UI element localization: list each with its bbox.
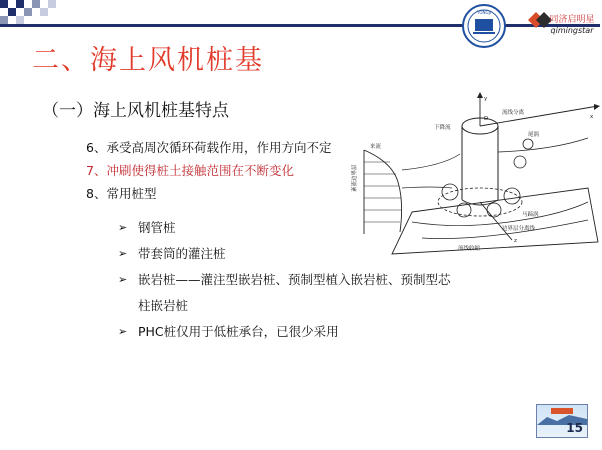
label-incoming-flow: 来流	[370, 144, 382, 150]
pile-type-item-continuation	[118, 293, 558, 319]
feature-item-7: 7、冲刷使得桩土接触范围在不断变化	[86, 163, 294, 178]
slide-subtitle: （一）海上风机桩基特点	[42, 101, 229, 121]
label-axis-y: y	[484, 96, 488, 102]
scour-diagram	[352, 92, 602, 254]
label-horseshoe-vortex: 马蹄涡	[522, 212, 539, 218]
label-axis-x: x	[590, 114, 594, 120]
pile-type-item	[118, 267, 558, 293]
label-flow-separation: 流线分离	[502, 110, 525, 116]
arrow-bullet-icon: ➢	[118, 273, 128, 286]
feature-item-6: 6、承受高周次循环荷载作用，作用方向不定	[86, 140, 332, 155]
checker-pattern-decoration	[0, 0, 60, 24]
label-turbulent-boundary: 紊流边界层	[352, 164, 358, 192]
arrow-bullet-icon: ➢	[118, 247, 128, 260]
feature-item-8: 8、常用桩型	[86, 186, 157, 201]
page-number: 15	[566, 421, 583, 435]
svg-text:TONGJI: TONGJI	[476, 10, 492, 15]
label-boundary-separation: 边界层分离线	[502, 226, 536, 232]
pile-type-label: 嵌岩桩——灌注型嵌岩桩、预制型植入嵌岩桩、预制型芯	[138, 272, 451, 287]
label-axis-d: D	[484, 116, 489, 122]
pile-type-item	[118, 319, 558, 345]
pile-type-label: PHC桩仅用于低桩承台，已很少采用	[138, 324, 339, 339]
feature-list	[86, 136, 386, 205]
university-logo	[463, 5, 505, 47]
arrow-bullet-icon: ➢	[118, 221, 128, 234]
label-down-flow: 下降流	[434, 125, 451, 131]
label-streamline: 流线收缩	[458, 246, 481, 252]
svg-text:同济启明星: 同济启明星	[549, 15, 595, 25]
label-wake-vortex: 尾涡	[528, 132, 540, 138]
pile-type-label: 柱嵌岩桩	[138, 298, 189, 313]
pile-type-label: 带套筒的灌注桩	[138, 246, 226, 261]
qimingstar-logo	[528, 12, 595, 35]
svg-text:qimingstar: qimingstar	[550, 26, 594, 35]
page-badge	[536, 404, 588, 438]
arrow-bullet-icon: ➢	[118, 325, 128, 338]
pile-type-label: 钢管桩	[138, 220, 176, 235]
logos	[460, 2, 595, 50]
slide-title: 二、海上风机桩基	[32, 45, 264, 76]
label-axis-z: z	[514, 238, 517, 244]
